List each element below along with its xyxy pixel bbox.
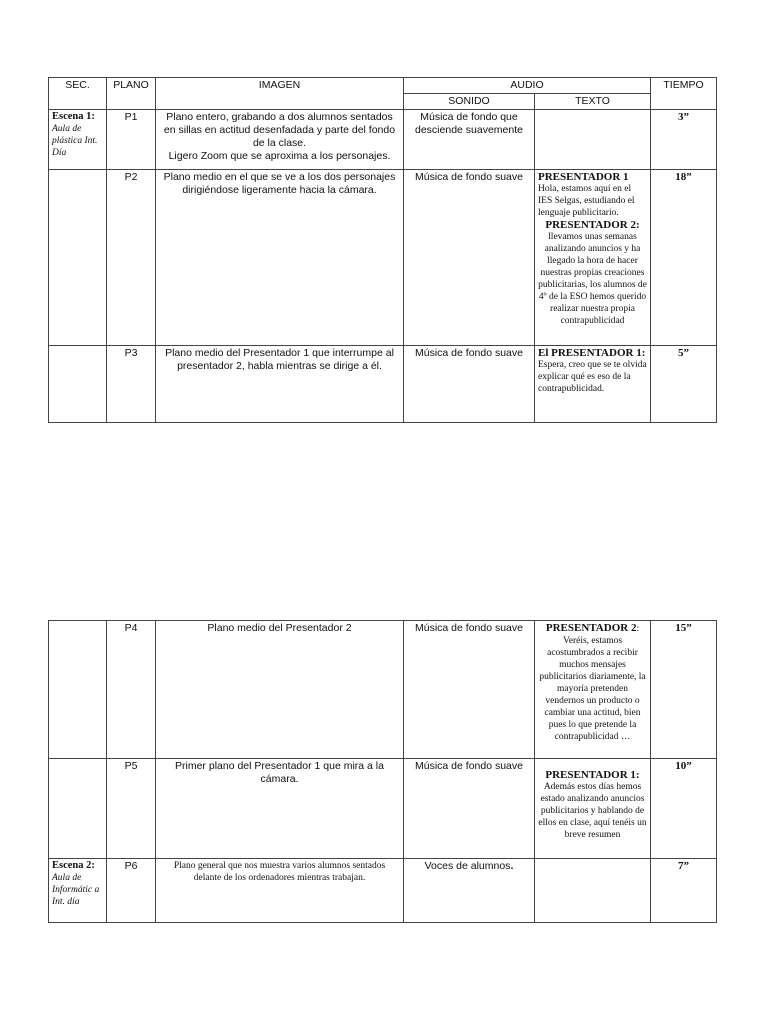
sonido-cell: Música de fondo que desciende suavemente [404,110,535,170]
tiempo-cell: 10” [651,759,717,859]
header-texto: TEXTO [535,94,651,110]
sonido-dot: . [510,860,514,872]
texto-cell [535,621,651,759]
plano-cell: P4 [107,621,156,759]
sonido-cell [404,859,535,923]
sonido-cell: Música de fondo suave [404,170,535,346]
scene-title: Escena 2: [52,860,95,871]
speaker-label: PRESENTADOR 2 [545,622,637,634]
speaker-colon: : [636,624,640,634]
tiempo-cell: 7” [651,859,717,923]
sec-cell [49,859,107,923]
sonido-cell: Música de fondo suave [404,621,535,759]
sec-cell [49,170,107,346]
speaker-label: PRESENTADOR 2: [545,219,640,231]
header-plano: PLANO [107,78,156,110]
dialogue-text: llevamos unas semanas analizando anuncios y ha llegado la hora de hacer nuestras propias creaciones publicitarias, los alumnos de 4º de la ESO hemos querido realizar nuestra propia contrapublicidad [538,232,647,326]
storyboard-table-2 [48,620,717,923]
sec-cell [49,759,107,859]
sonido-text: Voces de alumnos [424,860,511,872]
table-row [49,759,717,859]
dialogue-text: Espera, creo que se te olvida explicar qué es eso de la contrapublicidad. [538,360,647,394]
storyboard-table-1 [48,77,717,423]
sec-cell [49,621,107,759]
speaker-label: PRESENTADOR 1: [545,769,640,781]
texto-cell [535,346,651,423]
dialogue-text: Además estos días hemos estado analizando anuncios publicitarios y hablando de ellos en clase, aquí tenéis un breve resumen [538,782,647,840]
header-audio: AUDIO [404,78,651,94]
texto-cell [535,759,651,859]
header-imagen: IMAGEN [156,78,404,110]
plano-cell: P3 [107,346,156,423]
imagen-cell: Plano entero, grabando a dos alumnos sentados en sillas en actitud desenfadada y parte del fondo de la clase. Ligero Zoom que se aproxima a los personajes. [156,110,404,170]
speaker-label: El PRESENTADOR 1: [538,347,646,359]
table-row [49,859,717,923]
header-sonido: SONIDO [404,94,535,110]
sonido-cell: Música de fondo suave [404,346,535,423]
scene-title: Escena 1: [52,111,95,122]
table-row [49,346,717,423]
plano-cell: P2 [107,170,156,346]
table-row [49,110,717,170]
scene-place: Aula de Informátic a Int. día [52,873,100,907]
imagen-cell: Plano medio del Presentador 2 [156,621,404,759]
table-row [49,621,717,759]
header-sec: SEC. [49,78,107,110]
scene-place: Aula de plástica Int. Día [52,124,98,158]
imagen-cell: Plano medio del Presentador 1 que interrumpe al presentador 2, habla mientras se dirige a él. [156,346,404,423]
texto-cell [535,170,651,346]
sonido-cell: Música de fondo suave [404,759,535,859]
imagen-cell: Primer plano del Presentador 1 que mira a la cámara. [156,759,404,859]
plano-cell: P5 [107,759,156,859]
tiempo-cell: 3” [651,110,717,170]
tiempo-cell: 5” [651,346,717,423]
sec-cell [49,346,107,423]
tiempo-cell: 15” [651,621,717,759]
plano-cell: P1 [107,110,156,170]
table-row [49,170,717,346]
dialogue-text: Hola, estamos aquí en el IES Selgas, estudiando el lenguaje publicitario. [538,184,635,218]
plano-cell: P6 [107,859,156,923]
texto-cell [535,110,651,170]
sec-cell [49,110,107,170]
tiempo-cell: 18” [651,170,717,346]
speaker-label: PRESENTADOR 1 [538,171,629,183]
dialogue-text: Veréis, estamos acostumbrados a recibir muchos mensajes publicitarios diariamente, la mayoría pretenden vendernos un producto o cambiar una actitud, bien pues lo que pretende la contrapublicidad … [539,636,646,742]
header-tiempo: TIEMPO [651,78,717,110]
imagen-cell: Plano medio en el que se ve a los dos personajes dirigiéndose ligeramente hacia la cámara. [156,170,404,346]
texto-cell [535,859,651,923]
imagen-cell: Plano general que nos muestra varios alumnos sentados delante de los ordenadores mientras trabajan. [156,859,404,923]
